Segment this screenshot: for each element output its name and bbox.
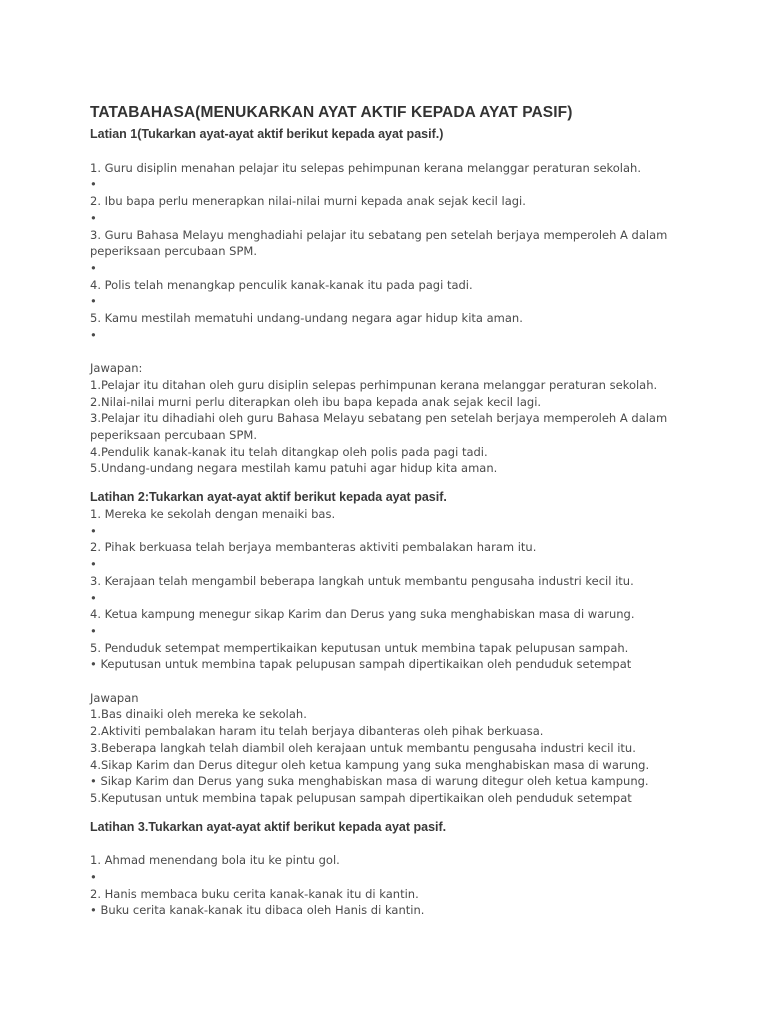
ex2-answers-label: Jawapan <box>90 690 139 705</box>
bullet: • <box>90 590 97 605</box>
ex2-answer-2: 2.Aktiviti pembalakan haram itu telah berjaya dibanteras oleh pihak berkuasa. <box>90 724 544 739</box>
ex1-answer-2: 2.Nilai-nilai murni perlu diterapkan oleh ibu bapa kepada anak sejak kecil lagi. <box>90 394 542 409</box>
ex2-answer-1: 1.Bas dinaiki oleh mereka ke sekolah. <box>90 707 307 722</box>
spacer <box>90 807 730 819</box>
ex1-question-1: 1. Guru disiplin menahan pelajar itu selepas pehimpunan kerana melanggar peraturan sekolah. <box>90 160 641 175</box>
ex1-question-3-line-2: peperiksaan percubaan SPM. <box>90 244 257 259</box>
bullet: • <box>90 294 97 309</box>
exercise-3 <box>90 819 730 920</box>
exercise-1-heading: Latian 1(Tukarkan ayat-ayat aktif berikut kepada ayat pasif.) <box>90 127 444 141</box>
ex1-answer-1: 1.Pelajar itu ditahan oleh guru disiplin selepas perhimpunan kerana melanggar peraturan sekolah. <box>90 377 658 392</box>
ex1-question-2: 2. Ibu bapa perlu menerapkan nilai-nilai murni kepada anak sejak kecil lagi. <box>90 194 526 209</box>
ex1-question-3-line-1: 3. Guru Bahasa Melayu menghadiahi pelajar itu sebatang pen setelah berjaya memperoleh A dalam <box>90 227 668 242</box>
spacer <box>90 836 730 853</box>
ex2-question-4: 4. Ketua kampung menegur sikap Karim dan Derus yang suka menghabiskan masa di warung. <box>90 607 635 622</box>
ex1-answers-label: Jawapan: <box>90 361 143 376</box>
ex2-answer-4-alt: • Sikap Karim dan Derus yang suka menghabiskan masa di warung ditegur oleh ketua kampung. <box>90 774 649 789</box>
ex2-question-5-answer: • Keputusan untuk membina tapak pelupusan sampah dipertikaikan oleh penduduk setempat <box>90 657 632 672</box>
document-title: TATABAHASA(MENUKARKAN AYAT AKTIF KEPADA AYAT PASIF) <box>90 104 573 121</box>
exercise-3-heading: Latihan 3.Tukarkan ayat-ayat aktif berikut kepada ayat pasif. <box>90 819 447 834</box>
ex2-question-1: 1. Mereka ke sekolah dengan menaiki bas. <box>90 507 336 522</box>
spacer <box>90 143 730 160</box>
ex2-question-3: 3. Kerajaan telah mengambil beberapa langkah untuk membantu pengusaha industri kecil itu. <box>90 573 634 588</box>
ex2-question-5: 5. Penduduk setempat mempertikaikan keputusan untuk membina tapak pelupusan sampah. <box>90 640 629 655</box>
ex1-question-4: 4. Polis telah menangkap penculik kanak-kanak itu pada pagi tadi. <box>90 277 473 292</box>
ex2-answer-3: 3.Beberapa langkah telah diambil oleh kerajaan untuk membantu pengusaha industri kecil itu. <box>90 740 636 755</box>
bullet: • <box>90 327 97 342</box>
ex3-question-1: 1. Ahmad menendang bola itu ke pintu gol. <box>90 853 340 868</box>
bullet: • <box>90 623 97 638</box>
exercise-2-heading: Latihan 2:Tukarkan ayat-ayat aktif berikut kepada ayat pasif. <box>90 490 447 505</box>
spacer <box>90 673 730 690</box>
bullet: • <box>90 523 97 538</box>
bullet: • <box>90 557 97 572</box>
ex2-question-2: 2. Pihak berkuasa telah berjaya membanteras aktiviti pembalakan haram itu. <box>90 540 537 555</box>
bullet: • <box>90 870 97 885</box>
spacer <box>90 477 730 489</box>
spacer <box>90 343 730 360</box>
ex1-question-5: 5. Kamu mestilah mematuhi undang-undang negara agar hidup kita aman. <box>90 311 523 326</box>
bullet: • <box>90 260 97 275</box>
ex1-answer-4: 4.Pendulik kanak-kanak itu telah ditangkap oleh polis pada pagi tadi. <box>90 444 488 459</box>
bullet: • <box>90 210 97 225</box>
ex1-answer-3-line-2: peperiksaan percubaan SPM. <box>90 427 257 442</box>
ex3-question-2: 2. Hanis membaca buku cerita kanak-kanak itu di kantin. <box>90 886 419 901</box>
bullet: • <box>90 177 97 192</box>
ex3-question-2-answer: • Buku cerita kanak-kanak itu dibaca oleh Hanis di kantin. <box>90 903 425 918</box>
ex1-answer-5: 5.Undang-undang negara mestilah kamu patuhi agar hidup kita aman. <box>90 461 498 476</box>
exercise-1 <box>90 126 730 477</box>
document-page <box>90 104 730 919</box>
ex1-answer-3-line-1: 3.Pelajar itu dihadiahi oleh guru Bahasa Melayu sebatang pen setelah berjaya memperoleh A dalam <box>90 411 668 426</box>
ex2-answer-5: 5.Keputusan untuk membina tapak pelupusan sampah dipertikaikan oleh penduduk setempat <box>90 790 632 805</box>
ex2-answer-4: 4.Sikap Karim dan Derus ditegur oleh ketua kampung yang suka menghabiskan masa di warung. <box>90 757 650 772</box>
exercise-2 <box>90 489 730 807</box>
